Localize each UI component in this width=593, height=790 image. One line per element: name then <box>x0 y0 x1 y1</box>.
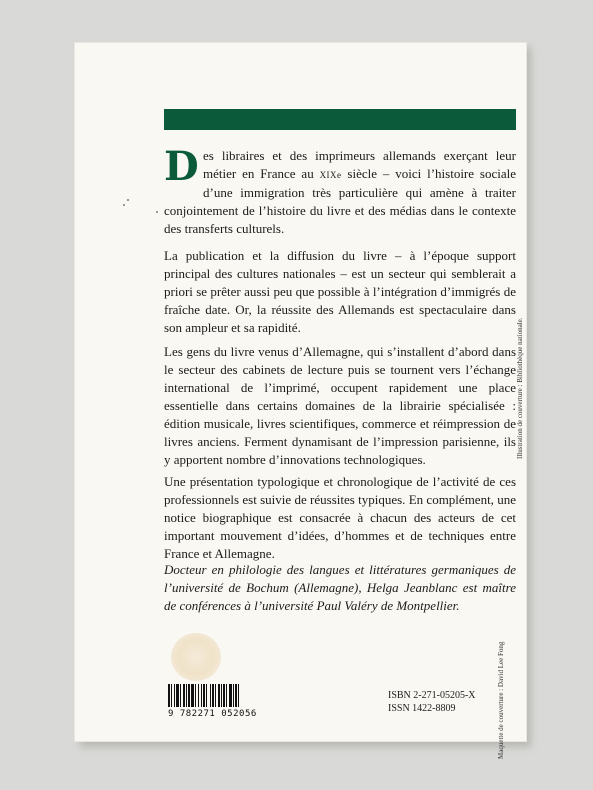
isbn-number: ISBN 2-271-05205-X <box>388 690 476 701</box>
barcode-number: 9 782271 052056 <box>168 709 257 719</box>
paragraph-2: La publication et la diffusion du livre – à l’époque support principal des cultures nationales – est un secteur qui semblerait a priori se prêter aussi peu que possible à l’intégration d’immigrés de fraîche date. Or, la réussite des Allemands est spectaculaire dans son ampleur et sa rapidité. <box>164 248 516 335</box>
isbn-block <box>388 689 508 715</box>
barcode <box>168 684 252 707</box>
maquette-credit: Maquette de couverture : David Lee Fong <box>497 641 505 759</box>
paragraph-1-start: es libraires et des imprimeurs allemands exerçant leur métier en France au <box>203 148 516 181</box>
paragraph-1 <box>164 143 516 238</box>
dropcap-letter: D <box>164 143 199 190</box>
author-bio: Docteur en philologie des langues et littératures germaniques de l’université de Bochum (Allemagne), Helga Jeanblanc est maître de conférences à l’université Paul Valéry de Montpellier. <box>164 562 516 613</box>
paragraph-3: Les gens du livre venus d’Allemagne, qui s’installent d’abord dans le secteur des cabinets de lecture puis se tournent vers l’échange international de l’imprimé, occupent rapidement une place essentielle dans certains domaines de la librairie spécialisée : édition musicale, livres scientifiques, commerce et réimpression de livres anciens. Ferment dynamisant de l’impression parisienne, ils y apportent nombre d’innovations technologiques. <box>164 344 516 467</box>
speck <box>123 204 125 206</box>
cover-content <box>75 43 526 759</box>
paragraph-1-end: siècle – voici l’histoire sociale d’une immigration très particulière qui amène à traiter conjointement de l’histoire du livre et des médias dans le contexte des transferts culturels. <box>164 166 516 236</box>
library-stamp <box>171 633 221 681</box>
century-numeral: XIXe <box>319 170 342 180</box>
issn-number: ISSN 1422-8809 <box>388 703 456 714</box>
green-header-band <box>164 109 516 130</box>
speck <box>127 199 129 201</box>
illustration-credit: Illustration de couverture : Bibliothèque nationale. <box>516 317 524 459</box>
speck <box>156 211 158 213</box>
paragraph-4: Une présentation typologique et chronologique de l’activité de ces professionnels est suivie de réussites typiques. En complément, une notice biographique est consacrée à chacun des acteurs de cet important mouvement d’idées, d’hommes et de techniques entre France et Allemagne. <box>164 474 516 561</box>
barcode-gap <box>239 684 241 707</box>
